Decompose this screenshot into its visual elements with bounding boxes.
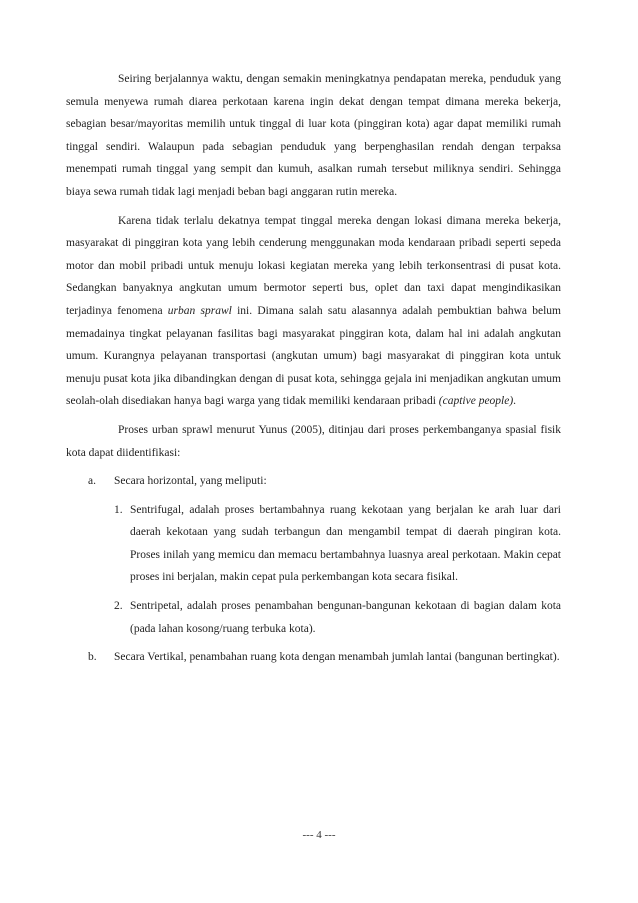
- sublist-marker-2: 2.: [114, 600, 123, 613]
- paragraph-2-italic-term-captive-people: (captive people): [438, 395, 514, 408]
- paragraph-1: [66, 68, 561, 204]
- identification-list: [66, 470, 561, 669]
- page-number: --- 4 ---: [302, 829, 336, 841]
- list-item-b: [66, 646, 561, 669]
- list-item-b-text: Secara Vertikal, penambahan ruang kota dengan menambah jumlah lantai (bangunan bertingkat).: [114, 651, 560, 664]
- list-marker-a: a.: [88, 475, 96, 488]
- paragraph-3: [66, 419, 561, 464]
- paragraph-2-italic-term-urban-sprawl: urban sprawl: [167, 304, 232, 317]
- sublist-item-1-text: Sentrifugal, adalah proses bertambahnya ruang kekotaan yang berjalan ke arah luar dari daerah kekotaan yang sudah terbangun dan mengambil tempat di daerah pingiran kota. Proses inilah yang memicu dan memacu bertambahnya luasnya areal perkotaan. Makin cepat proses ini berjalan, makin cepat pula perkembangan kota secara fisikal.: [130, 503, 561, 584]
- list-marker-b: b.: [88, 651, 97, 664]
- paragraph-1-text: Seiring berjalannya waktu, dengan semakin meningkatnya pendapatan mereka, penduduk yang semula menyewa rumah diarea perkotaan karena ingin dekat dengan tempat dimana mereka bekerja, sebagian besar/mayoritas memilih untuk tinggal di luar kota (pinggiran kota) agar dapat memiliki rumah tinggal sendiri. Walaupun pada sebagian penduduk yang berpenghasilan rendah dengan terpaksa menempati rumah tinggal yang sempit dan kumuh, asalkan rumah tersebut miliknya sendiri. Sehingga biaya sewa rumah tidak lagi menjadi beban bagi anggaran rutin mereka.: [66, 73, 561, 198]
- paragraph-3-text: Proses urban sprawl menurut Yunus (2005), ditinjau dari proses perkembanganya spasial fisik kota dapat diidentifikasi:: [66, 423, 561, 459]
- paragraph-2-text-part-2: ini. Dimana salah satu alasannya adalah pembuktian bahwa belum memadainya tingkat pelayanan fasilitas bagi masyarakat pinggiran kota, dalam hal ini adalah angkutan umum. Kurangnya pelayanan transportasi (angkutan umum) bagi masyarakat di pinggiran kota untuk menuju pusat kota jika dibandingkan dengan di pusat kota, sehingga gejala ini menjadikan angkutan umum seolah-olah disediakan hanya bagi warga yang tidak memiliki kendaraan pribadi: [66, 304, 561, 408]
- list-item-a: [66, 470, 561, 640]
- sublist-item-2: [114, 595, 561, 640]
- sublist-item-2-text: Sentripetal, adalah proses penambahan bengunan-bangunan kekotaan di bagian dalam kota (pada lahan kosong/ruang terbuka kota).: [130, 600, 561, 635]
- paragraph-2: [66, 210, 561, 413]
- sublist-item-1: [114, 499, 561, 589]
- paragraph-2-text-part-1: Karena tidak terlalu dekatnya tempat tinggal mereka dengan lokasi dimana mereka bekerja, masyarakat di pinggiran kota yang lebih cenderung menggunakan moda kendaraan pribadi seperti sepeda motor dan mobil pribadi untuk menuju lokasi kegiatan mereka yang lebih terkonsentrasi di pusat kota. Sedangkan banyaknya angkutan umum bermotor seperti bus, oplet dan taxi dapat mengindikasikan terjadinya fenomena: [66, 214, 561, 317]
- document-body: [66, 68, 561, 669]
- sublist-marker-1: 1.: [114, 503, 123, 516]
- horizontal-sublist: [114, 499, 561, 641]
- paragraph-2-text-part-3: .: [513, 395, 517, 408]
- list-item-a-text: Secara horizontal, yang meliputi:: [114, 475, 267, 488]
